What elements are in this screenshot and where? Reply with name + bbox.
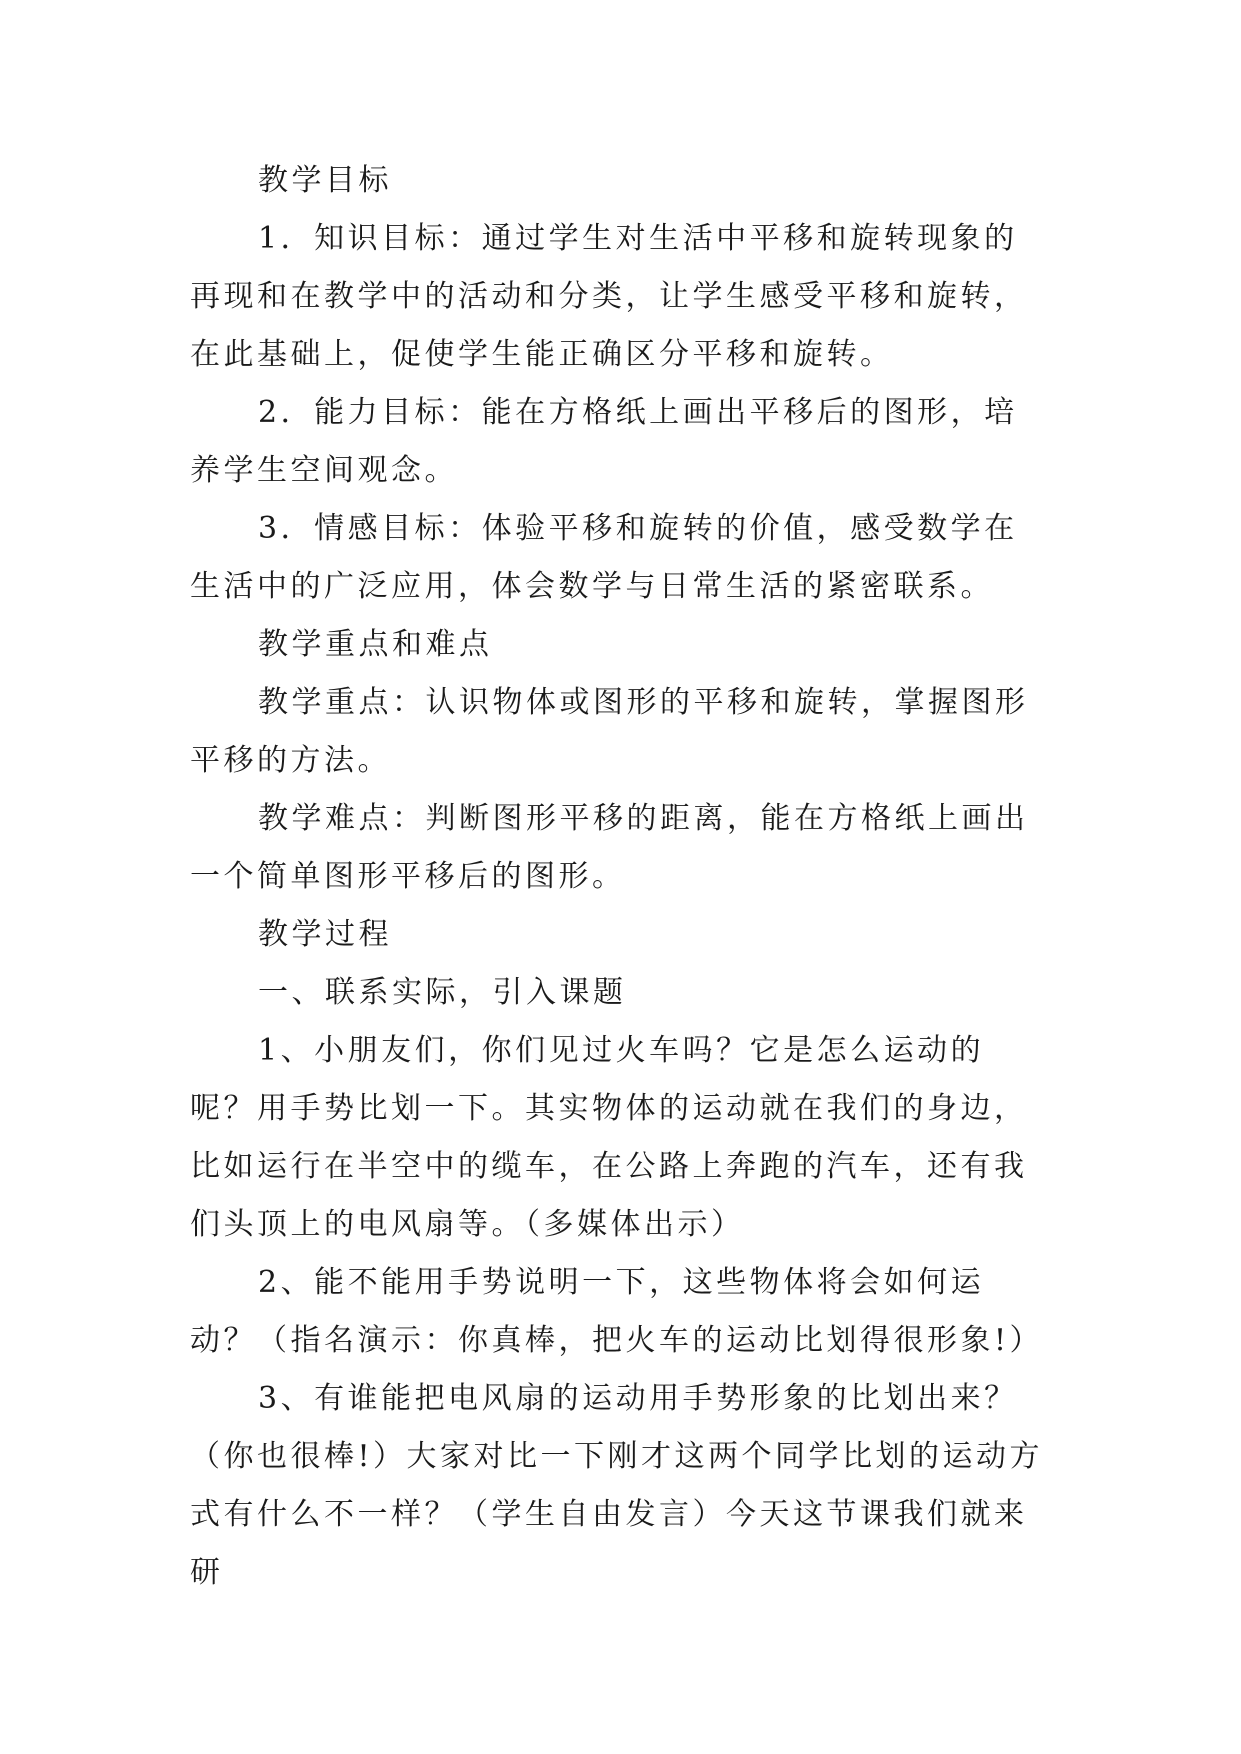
paragraph-emotional-objective: 3．情感目标：体验平移和旋转的价值，感受数学在生活中的广泛应用，体会数学与日常生活的紧密联系。	[190, 511, 1018, 604]
heading-key-points: 教学重点和难点	[258, 627, 493, 662]
paragraph-step-3: 3、有谁能把电风扇的运动用手势形象的比划出来？（你也很棒!）大家对比一下刚才这两个同学比划的运动方式有什么不一样？（学生自由发言）今天这节课我们就来研	[190, 1381, 1044, 1590]
paragraph-ability-objective: 2．能力目标：能在方格纸上画出平移后的图形，培养学生空间观念。	[190, 395, 1018, 488]
heading-teaching-process: 教学过程	[258, 917, 392, 952]
paragraph-difficulty: 教学难点：判断图形平移的距离，能在方格纸上画出一个简单图形平移后的图形。	[190, 801, 1029, 894]
heading-section-one: 一、联系实际，引入课题	[258, 975, 627, 1010]
paragraph-step-1: 1、小朋友们，你们见过火车吗？它是怎么运动的呢？用手势比划一下。其实物体的运动就在我们的身边，比如运行在半空中的缆车，在公路上奔跑的汽车，还有我们头顶上的电风扇等。（多媒体出示）	[190, 1033, 1028, 1242]
paragraph-knowledge-objective: 1．知识目标：通过学生对生活中平移和旋转现象的再现和在教学中的活动和分类，让学生感受平移和旋转，在此基础上，促使学生能正确区分平移和旋转。	[190, 221, 1028, 372]
heading-teaching-objectives: 教学目标	[258, 163, 392, 198]
document-body	[190, 152, 1050, 1602]
paragraph-step-2: 2、能不能用手势说明一下，这些物体将会如何运动？（指名演示：你真棒，把火车的运动比划得很形象!）	[190, 1265, 1044, 1358]
paragraph-key-point: 教学重点：认识物体或图形的平移和旋转，掌握图形平移的方法。	[190, 685, 1029, 778]
